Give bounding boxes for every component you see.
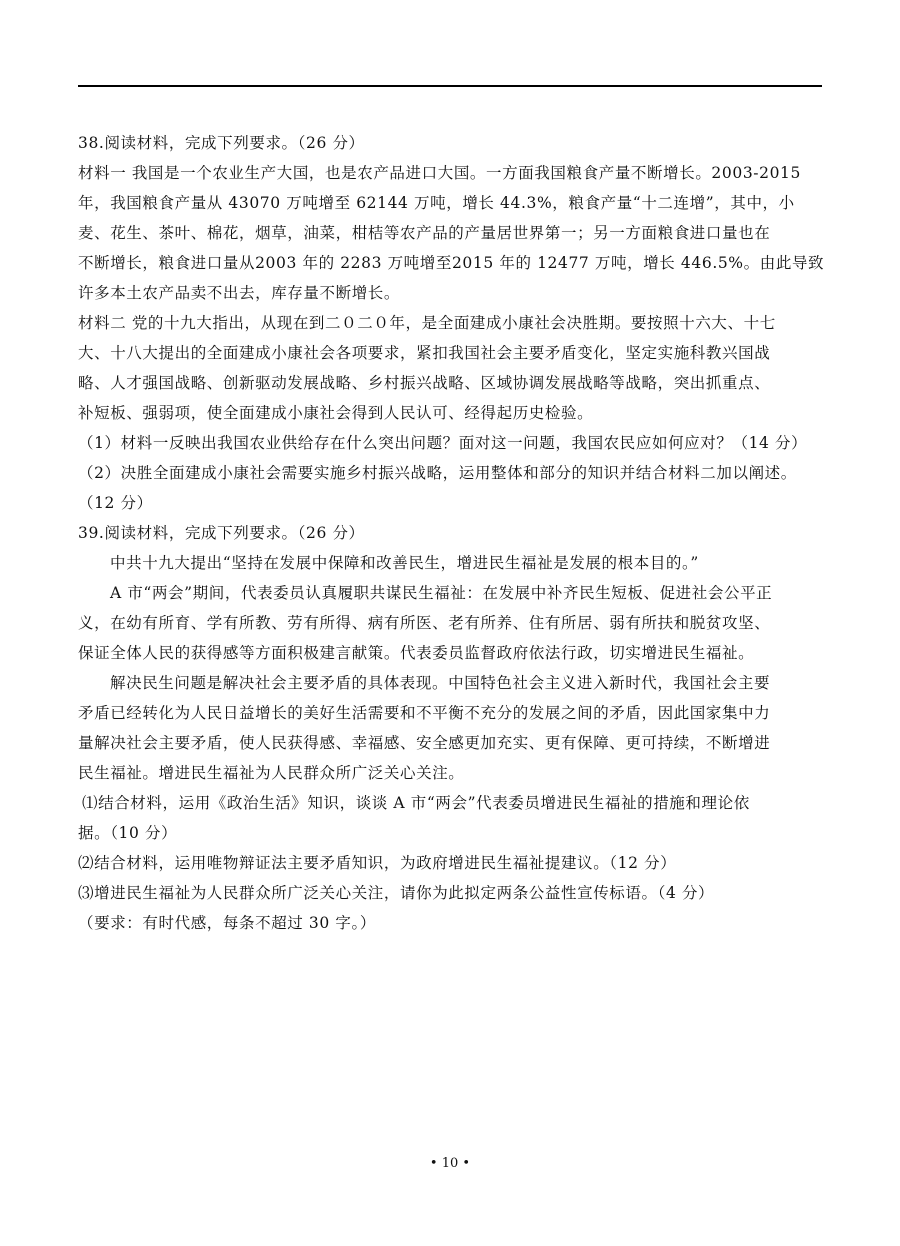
q39-paragraph-3-line: 量解决社会主要矛盾，使人民获得感、幸福感、安全感更加充实、更有保障、更可持续，不断增进 [78, 734, 771, 752]
q38-material1-line: 许多本土农产品卖不出去，库存量不断增长。 [78, 284, 401, 302]
q38-material1-line: 材料一 我国是一个农业生产大国，也是农产品进口大国。一方面我国粮食产量不断增长。2003-2015 [78, 164, 801, 182]
q38-material1-line: 麦、花生、茶叶、棉花，烟草，油菜，柑桔等农产品的产量居世界第一；另一方面粮食进口量也在 [78, 224, 771, 242]
q38-title: 38.阅读材料，完成下列要求。（26 分） [78, 134, 365, 152]
q38-material2-line: 略、人才强国战略、创新驱动发展战略、乡村振兴战略、区域协调发展战略等战略，突出抓重点、 [78, 374, 771, 392]
q38-material2-line: 材料二 党的十九大指出，从现在到二０二０年，是全面建成小康社会决胜期。要按照十六大、十七 [78, 314, 776, 332]
q39-paragraph-2-line: A 市“两会”期间，代表委员认真履职共谋民生福祉：在发展中补齐民生短板、促进社会公平正 [110, 584, 773, 602]
q39-question-2: ⑵结合材料，运用唯物辩证法主要矛盾知识，为政府增进民生福祉提建议。（12 分） [78, 854, 677, 872]
q39-question-1-cont: 据。（10 分） [78, 824, 178, 842]
q39-paragraph-3-line: 解决民生问题是解决社会主要矛盾的具体表现。中国特色社会主义进入新时代，我国社会主要 [110, 674, 771, 692]
q38-question-1: （1）材料一反映出我国农业供给存在什么突出问题？面对这一问题，我国农民应如何应对？（14 分） [78, 434, 808, 452]
page-number: • 10 • [429, 1156, 471, 1171]
q39-paragraph-2-line: 义，在幼有所育、学有所教、劳有所得、病有所医、老有所养、住有所居、弱有所扶和脱贫攻坚、 [78, 614, 771, 632]
q39-title: 39.阅读材料，完成下列要求。（26 分） [78, 524, 365, 542]
q39-paragraph-3-line: 矛盾已经转化为人民日益增长的美好生活需要和不平衡不充分的发展之间的矛盾，因此国家集中力 [78, 704, 771, 722]
q39-paragraph-1: 中共十九大提出“坚持在发展中保障和改善民生，增进民生福祉是发展的根本目的。” [110, 554, 699, 572]
exam-content [78, 128, 823, 938]
q38-question-2-score: （12 分） [78, 494, 153, 512]
q39-question-1: ⑴结合材料，运用《政治生活》知识，谈谈 A 市“两会”代表委员增进民生福祉的措施和理论依 [82, 794, 750, 812]
q39-requirement-note: （要求：有时代感，每条不超过 30 字。） [78, 914, 376, 932]
q38-material2-line: 大、十八大提出的全面建成小康社会各项要求，紧扣我国社会主要矛盾变化，坚定实施科教兴国战 [78, 344, 771, 362]
q39-paragraph-2-line: 保证全体人民的获得感等方面积极建言献策。代表委员监督政府依法行政，切实增进民生福祉。 [78, 644, 755, 662]
header-rule [78, 85, 822, 87]
q38-material1-line: 年，我国粮食产量从 43070 万吨增至 62144 万吨，增长 44.3%，粮食产量“十二连增”，其中，小 [78, 194, 795, 212]
q38-question-2: （2）决胜全面建成小康社会需要实施乡村振兴战略，运用整体和部分的知识并结合材料二加以阐述。 [78, 464, 797, 482]
q39-paragraph-3-line: 民生福祉。增进民生福祉为人民群众所广泛关心关注。 [78, 764, 465, 782]
q39-question-3: ⑶增进民生福祉为人民群众所广泛关心关注，请你为此拟定两条公益性宣传标语。（4 分） [78, 884, 715, 902]
q38-material2-line: 补短板、强弱项，使全面建成小康社会得到人民认可、经得起历史检验。 [78, 404, 594, 422]
q38-material1-line: 不断增长，粮食进口量从2003 年的 2283 万吨增至2015 年的 12477 万吨，增长 446.5%。由此导致 [78, 254, 825, 272]
